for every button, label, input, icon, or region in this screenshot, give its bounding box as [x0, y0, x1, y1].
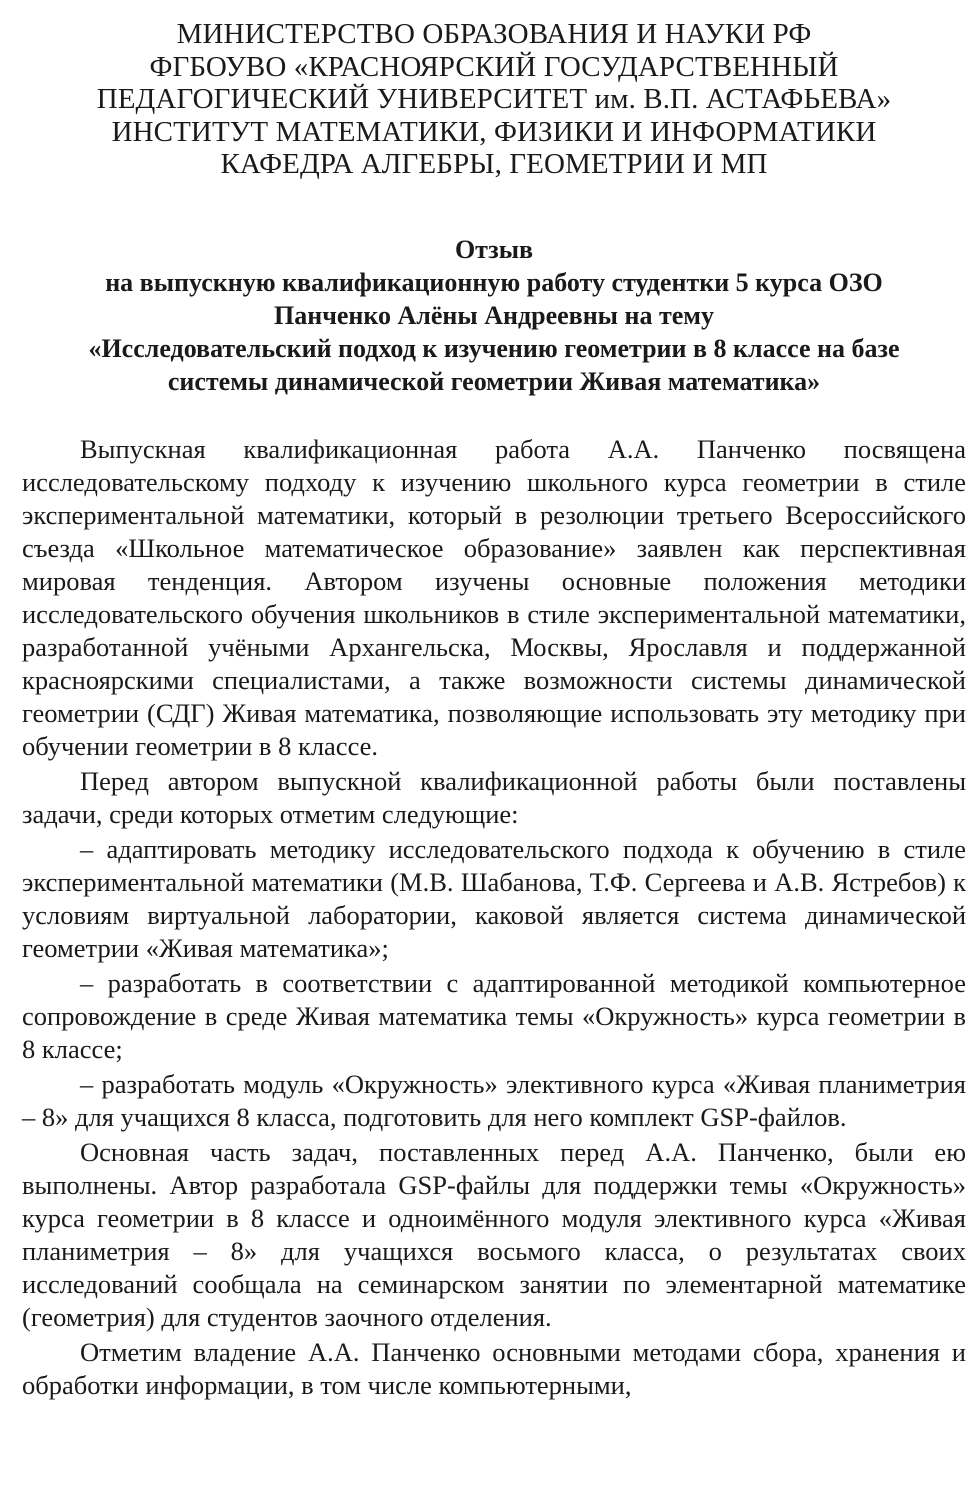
paragraph-task-3: – разработать модуль «Окружность» элективного курса «Живая планиметрия – 8» для учащихся 8 класса, подготовить для него комплект GSP-файлов. — [22, 1068, 966, 1132]
header-department: КАФЕДРА АЛГЕБРЫ, ГЕОМЕТРИИ И МП — [220, 148, 768, 180]
paragraph-skills: Отметим владение А.А. Панченко основными методами сбора, хранения и обработки информации, в том числе компьютерными, — [22, 1336, 966, 1400]
paragraph-task-1: – адаптировать методику исследовательского подхода к обучению в стиле экспериментальной математики (М.В. Шабанова, Т.Ф. Сергеева и А.В. Ястребов) к условиям виртуальной лаборатории, каковой является система динамической геометрии «Живая математика»; — [22, 833, 966, 963]
header-ministry: МИНИСТЕРСТВО ОБРАЗОВАНИЯ И НАУКИ РФ — [176, 18, 812, 50]
title-student: Панченко Алёны Андреевны на тему — [274, 300, 714, 330]
header-institute: ИНСТИТУТ МАТЕМАТИКИ, ФИЗИКИ И ИНФОРМАТИКИ — [111, 115, 877, 148]
header-university-line1: ФГБОУВО «КРАСНОЯРСКИЙ ГОСУДАРСТВЕННЫЙ — [149, 50, 839, 83]
review-title — [22, 233, 966, 398]
paragraph-results: Основная часть задач, поставленных перед А.А. Панченко, были ею выполнены. Автор разработала GSP-файлы для поддержки темы «Окружность» курса геометрии в 8 классе и одноимённого модуля элективного курса «Живая планиметрия – 8» для учащихся восьмого класса, о результатах своих исследований сообщала на семинарском занятии по элементарной математике (геометрия) для студентов заочного отделения. — [22, 1136, 966, 1332]
title-heading: Отзыв — [454, 234, 534, 264]
header-university-line2: ПЕДАГОГИЧЕСКИЙ УНИВЕРСИТЕТ им. В.П. АСТАФЬЕВА» — [96, 83, 892, 115]
title-subject: на выпускную квалификационную работу студентки 5 курса ОЗО — [105, 267, 883, 297]
institution-header — [22, 18, 966, 181]
paragraph-tasks-intro: Перед автором выпускной квалификационной работы были поставлены задачи, среди которых отметим следующие: — [22, 765, 966, 829]
title-topic-line2: системы динамической геометрии Живая математика» — [167, 366, 821, 396]
title-topic-line1: «Исследовательский подход к изучению геометрии в 8 классе на базе — [88, 333, 900, 363]
paragraph-intro: Выпускная квалификационная работа А.А. Панченко посвящена исследовательскому подходу к изучению школьного курса геометрии в стиле экспериментальной математики, который в резолюции третьего Всероссийского съезда «Школьное математическое образование» заявлен как перспективная мировая тенденция. Автором изучены основные положения методики исследовательского обучения школьников в стиле экспериментальной математики, разработанной учёными Архангельска, Москвы, Ярославля и поддержанной красноярскими специалистами, а также возможности системы динамической геометрии (СДГ) Живая математика, позволяющие использовать эту методику при обучении геометрии в 8 классе. — [22, 433, 966, 761]
paragraph-task-2: – разработать в соответствии с адаптированной методикой компьютерное сопровождение в среде Живая математика темы «Окружность» курса геометрии в 8 классе; — [22, 967, 966, 1064]
